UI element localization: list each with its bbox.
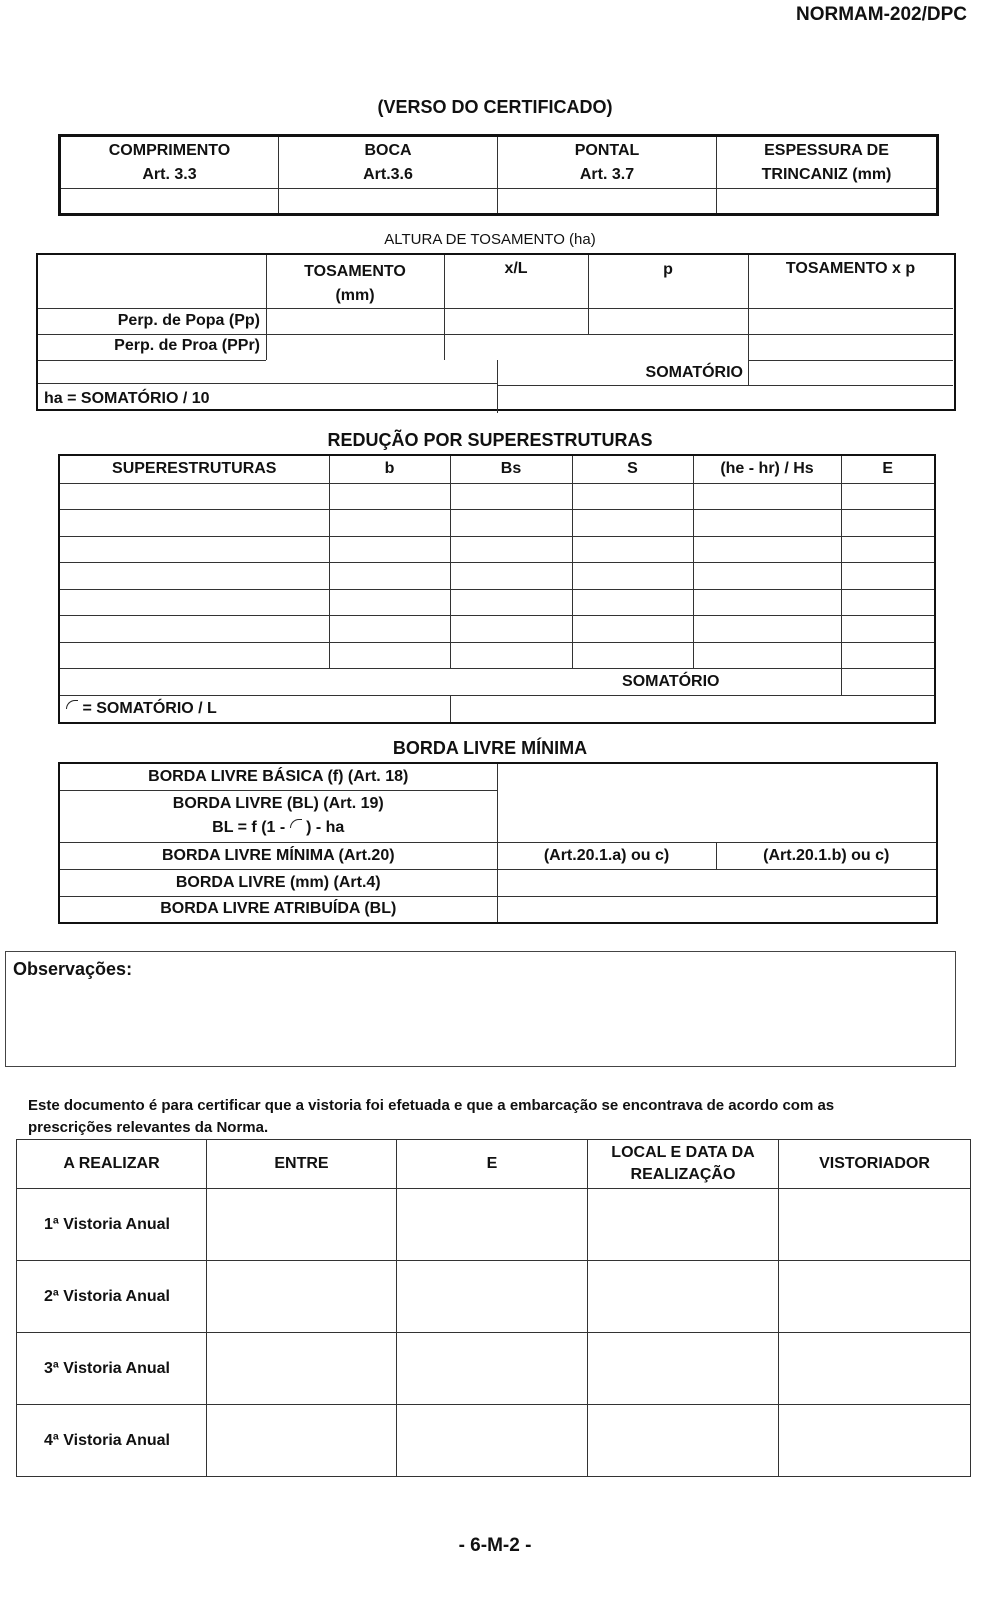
- value-espessura[interactable]: [717, 189, 938, 215]
- row-borda-bl: BORDA LIVRE (BL) (Art. 19) BL = f (1 - ) - ha: [59, 790, 497, 842]
- borda-table: [58, 762, 938, 924]
- statement-text: Este documento é para certificar que a vistoria foi efetuada e que a embarcação se encontrava de acordo com as prescrições relevantes da Norma.: [28, 1097, 835, 1136]
- verso-title: (VERSO DO CERTIFICADO): [377, 97, 613, 117]
- col-boca: BOCA Art.3.6: [279, 136, 498, 189]
- document-code: NORMAM-202/DPC: [795, 4, 967, 25]
- col-e: E: [397, 1140, 588, 1189]
- value-borda-atribuida[interactable]: [497, 896, 937, 923]
- vistoria-label: 4ª Vistoria Anual: [17, 1405, 207, 1477]
- tosamento-somatorio-label: SOMATÓRIO: [645, 364, 743, 381]
- ha-formula: ha = SOMATÓRIO / 10: [44, 390, 210, 407]
- observacoes-label: Observações:: [13, 959, 133, 979]
- row-borda-mm: BORDA LIVRE (mm) (Art.4): [59, 869, 497, 896]
- col-comprimento: COMPRIMENTO Art. 3.3: [60, 136, 279, 189]
- option-art20-a: (Art.20.1.a) ou c): [497, 842, 716, 869]
- vistoria-row: [17, 1189, 971, 1261]
- superestrutura-row: [59, 483, 935, 510]
- col-tosamento: TOSAMENTO (mm): [304, 263, 406, 304]
- row-borda-atribuida: BORDA LIVRE ATRIBUÍDA (BL): [59, 896, 497, 923]
- vistoria-row: [17, 1333, 971, 1405]
- superestrutura-row: [59, 536, 935, 563]
- observacoes-box[interactable]: [5, 951, 956, 1067]
- value-pontal[interactable]: [498, 189, 717, 215]
- col-xl: x/L: [504, 260, 528, 277]
- dimensions-table: [58, 134, 939, 216]
- tosamento-table: [36, 253, 956, 411]
- row-perp-popa: Perp. de Popa (Pp): [117, 312, 260, 329]
- col-s: S: [572, 455, 693, 483]
- col-a-realizar: A REALIZAR: [17, 1140, 207, 1189]
- col-e: E: [841, 455, 935, 483]
- vistoria-row: [17, 1405, 971, 1477]
- superestrutura-row: [59, 589, 935, 616]
- borda-title: BORDA LIVRE MÍNIMA: [392, 738, 588, 758]
- vistoria-label: 2ª Vistoria Anual: [17, 1261, 207, 1333]
- row-perp-proa: Perp. de Proa (PPr): [114, 337, 260, 354]
- vistoria-row: [17, 1261, 971, 1333]
- col-tosamento-x-p: TOSAMENTO x p: [785, 260, 916, 277]
- col-he-hr-hs: (he - hr) / Hs: [693, 455, 841, 483]
- superestruturas-somatorio-label: SOMATÓRIO: [59, 669, 841, 696]
- page-number: - 6-M-2 -: [458, 1535, 532, 1556]
- superestrutura-row: [59, 510, 935, 537]
- superestruturas-somatorio-value[interactable]: [841, 669, 935, 696]
- col-bs: Bs: [450, 455, 572, 483]
- option-art20-b: (Art.20.1.b) ou c): [716, 842, 937, 869]
- col-p: p: [663, 261, 673, 278]
- col-vistoriador: VISTORIADOR: [779, 1140, 971, 1189]
- arc-symbol-icon: [66, 700, 78, 709]
- col-b: b: [329, 455, 450, 483]
- superestruturas-table: [58, 454, 936, 724]
- reducao-formula: = SOMATÓRIO / L: [59, 696, 450, 723]
- row-borda-basica: BORDA LIVRE BÁSICA (f) (Art. 18): [59, 763, 497, 790]
- row-borda-minima: BORDA LIVRE MÍNIMA (Art.20): [59, 842, 497, 869]
- value-borda-mm[interactable]: [497, 869, 937, 896]
- col-superestruturas: SUPERESTRUTURAS: [59, 455, 329, 483]
- vistorias-table: [16, 1139, 971, 1477]
- superestrutura-row: [59, 563, 935, 590]
- superestruturas-title: REDUÇÃO POR SUPERESTRUTURAS: [327, 430, 653, 450]
- value-comprimento[interactable]: [60, 189, 279, 215]
- tosamento-title: ALTURA DE TOSAMENTO (ha): [384, 231, 596, 248]
- col-espessura: ESPESSURA DE TRINCANIZ (mm): [717, 136, 938, 189]
- vistoria-label: 1ª Vistoria Anual: [17, 1189, 207, 1261]
- vistoria-label: 3ª Vistoria Anual: [17, 1333, 207, 1405]
- arc-symbol-icon: [290, 819, 302, 828]
- col-local-data: LOCAL E DATA DA REALIZAÇÃO: [588, 1140, 779, 1189]
- superestrutura-row: [59, 642, 935, 669]
- reducao-value[interactable]: [450, 696, 935, 723]
- value-borda-basica-bl[interactable]: [497, 763, 937, 842]
- col-entre: ENTRE: [207, 1140, 397, 1189]
- col-pontal: PONTAL Art. 3.7: [498, 136, 717, 189]
- superestrutura-row: [59, 616, 935, 643]
- value-boca[interactable]: [279, 189, 498, 215]
